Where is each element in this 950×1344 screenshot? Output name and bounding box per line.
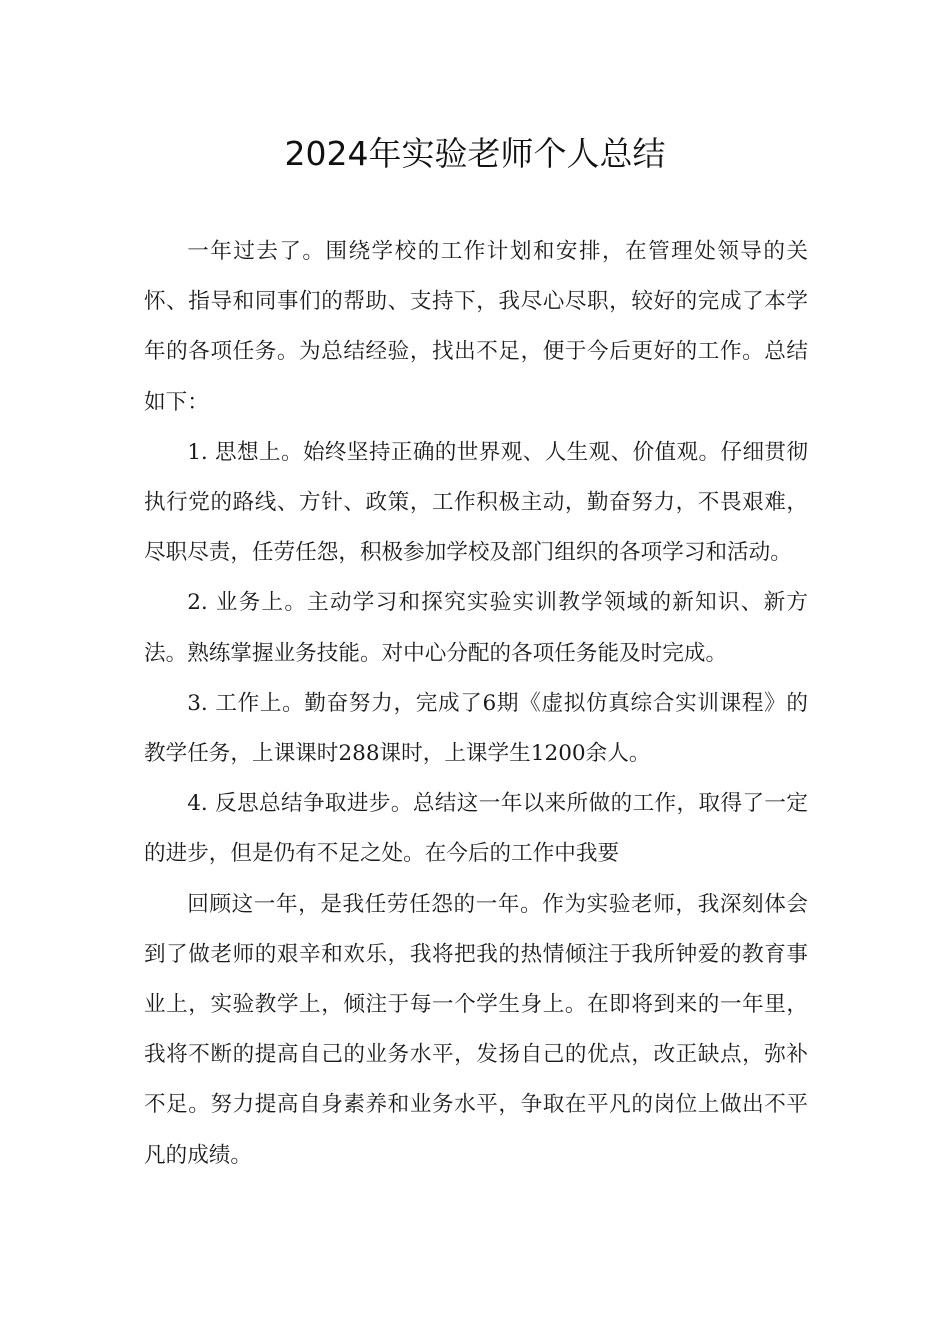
- document-title: 2024年实验老师个人总结: [284, 134, 666, 173]
- paragraph-work: 3. 工作上。勤奋努力，完成了6期《虚拟仿真综合实训课程》的教学任务，上课课时288课时，上课学生1200余人。: [144, 690, 808, 767]
- paragraph-reflection: 4. 反思总结争取进步。总结这一年以来所做的工作，取得了一定的进步，但是仍有不足之处。在今后的工作中我要: [144, 791, 808, 867]
- document-body: [144, 227, 808, 1181]
- paragraph-ideology: 1. 思想上。始终坚持正确的世界观、人生观、价值观。仔细贯彻执行党的路线、方针、政策，工作积极主动，勤奋努力，不畏艰难，尽职尽责，任劳任怨，积极参加学校及部门组织的各项学习和活动。: [144, 439, 808, 566]
- paragraph-intro: 一年过去了。围绕学校的工作计划和安排，在管理处领导的关怀、指导和同事们的帮助、支持下，我尽心尽职，较好的完成了本学年的各项任务。为总结经验，找出不足，便于今后更好的工作。总结如下：: [144, 239, 808, 415]
- paragraph-business: 2. 业务上。主动学习和探究实验实训教学领域的新知识、新方法。熟练掌握业务技能。对中心分配的各项任务能及时完成。: [144, 590, 808, 666]
- paragraph-review: 回顾这一年，是我任劳任怨的一年。作为实验老师，我深刻体会到了做老师的艰辛和欢乐，我将把我的热情倾注于我所钟爱的教育事业上，实验教学上，倾注于每一个学生身上。在即将到来的一年里，我将不断的提高自己的业务水平，发扬自己的优点，改正缺点，弥补不足。努力提高自身素养和业务水平，争取在平凡的岗位上做出不平凡的成绩。: [144, 891, 808, 1168]
